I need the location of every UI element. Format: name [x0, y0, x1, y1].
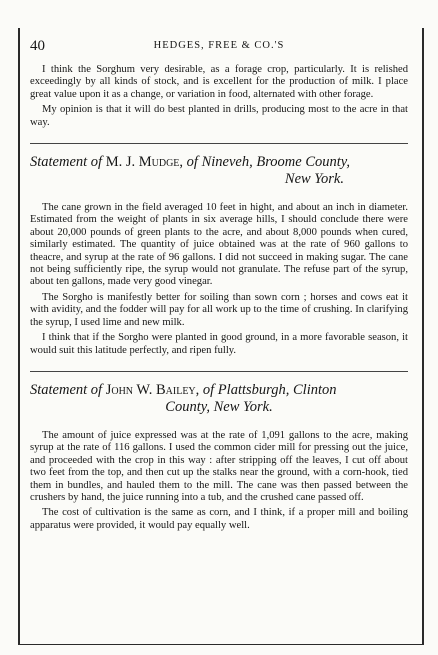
page-header — [30, 38, 408, 56]
running-head: HEDGES, FREE & CO.'S — [153, 40, 285, 51]
section-divider — [30, 371, 408, 372]
paragraph: The cost of cultivation is the same as corn, and I think, if a proper mill and boiling apparatus were provided, it would pay equally well. — [30, 507, 408, 531]
paragraph: The Sorgho is manifestly better for soiling than sown corn ; horses and cows eat it with avidity, and the fodder will pay for all work up to the time of crushing. In clarifying the syrup, I used lime and new milk. — [30, 291, 408, 328]
paragraph: The amount of juice expressed was at the rate of 1,091 gallons to the acre, making syrup at the rate of 116 gallons. I used the common cider mill for pressing out the juice, and proceeded with the crop in this way : after stripping off the leaves, I cut off about two feet from the top, and then cut up the stalks near the ground, with a corn-hook, tied them in bundles, and hauled them to the mill. The cane was then passed between the crushers by hand, the juice running into a tub, and the crushed cane passed off. — [30, 429, 408, 503]
section-continuation — [30, 64, 408, 129]
heading-line2: County, New York. — [165, 398, 273, 415]
heading-name: M. J. Mudge, — [105, 154, 184, 171]
heading-place: of Plattsburgh, Clinton — [202, 381, 337, 398]
paragraph: My opinion is that it will do best planted in drills, producing most to the acre in that way. — [30, 104, 408, 128]
paragraph: The cane grown in the field averaged 10 feet in hight, and about an inch in diameter. Estimated from the weight of plants in six average hills, I should conclude there were about 20,000 pounds of green plants to the acre, and about 8,000 pounds when cured, similarly estimated. The quantity of juice obtained was at the rate of 960 gallons to theacre, and syrup at the rate of 96 gallons. I did not succeed in making sugar. The cane not being sufficiently ripe, the syrup would not granulate. The refuse part of the syrup, about ten gallons, made very good vinegar. — [30, 202, 408, 288]
heading-place: of Nineveh, Broome County, — [186, 154, 351, 171]
heading-prefix: Statement of — [30, 154, 103, 171]
page-number: 40 — [30, 38, 45, 54]
section-mudge-statement — [30, 154, 408, 357]
paragraph: I think the Sorghum very desirable, as a forage crop, particularly. It is relished exceedingly by all kinds of stock, and is excellent for the production of milk. I place great value upon it as a change, or variation in food, alternated with other forage. — [30, 64, 408, 100]
heading-prefix: Statement of — [30, 381, 103, 398]
section-heading — [30, 154, 408, 188]
section-bailey-statement — [30, 382, 408, 532]
heading-name: John W. Bailey, — [105, 381, 200, 398]
page-body — [30, 64, 408, 532]
heading-line2: New York. — [284, 171, 344, 188]
paragraph: I think that if the Sorgho were planted in good ground, in a more favorable season, it would suit this latitude perfectly, and ripen fully. — [30, 332, 408, 356]
section-divider — [30, 143, 408, 144]
section-heading — [30, 382, 408, 416]
